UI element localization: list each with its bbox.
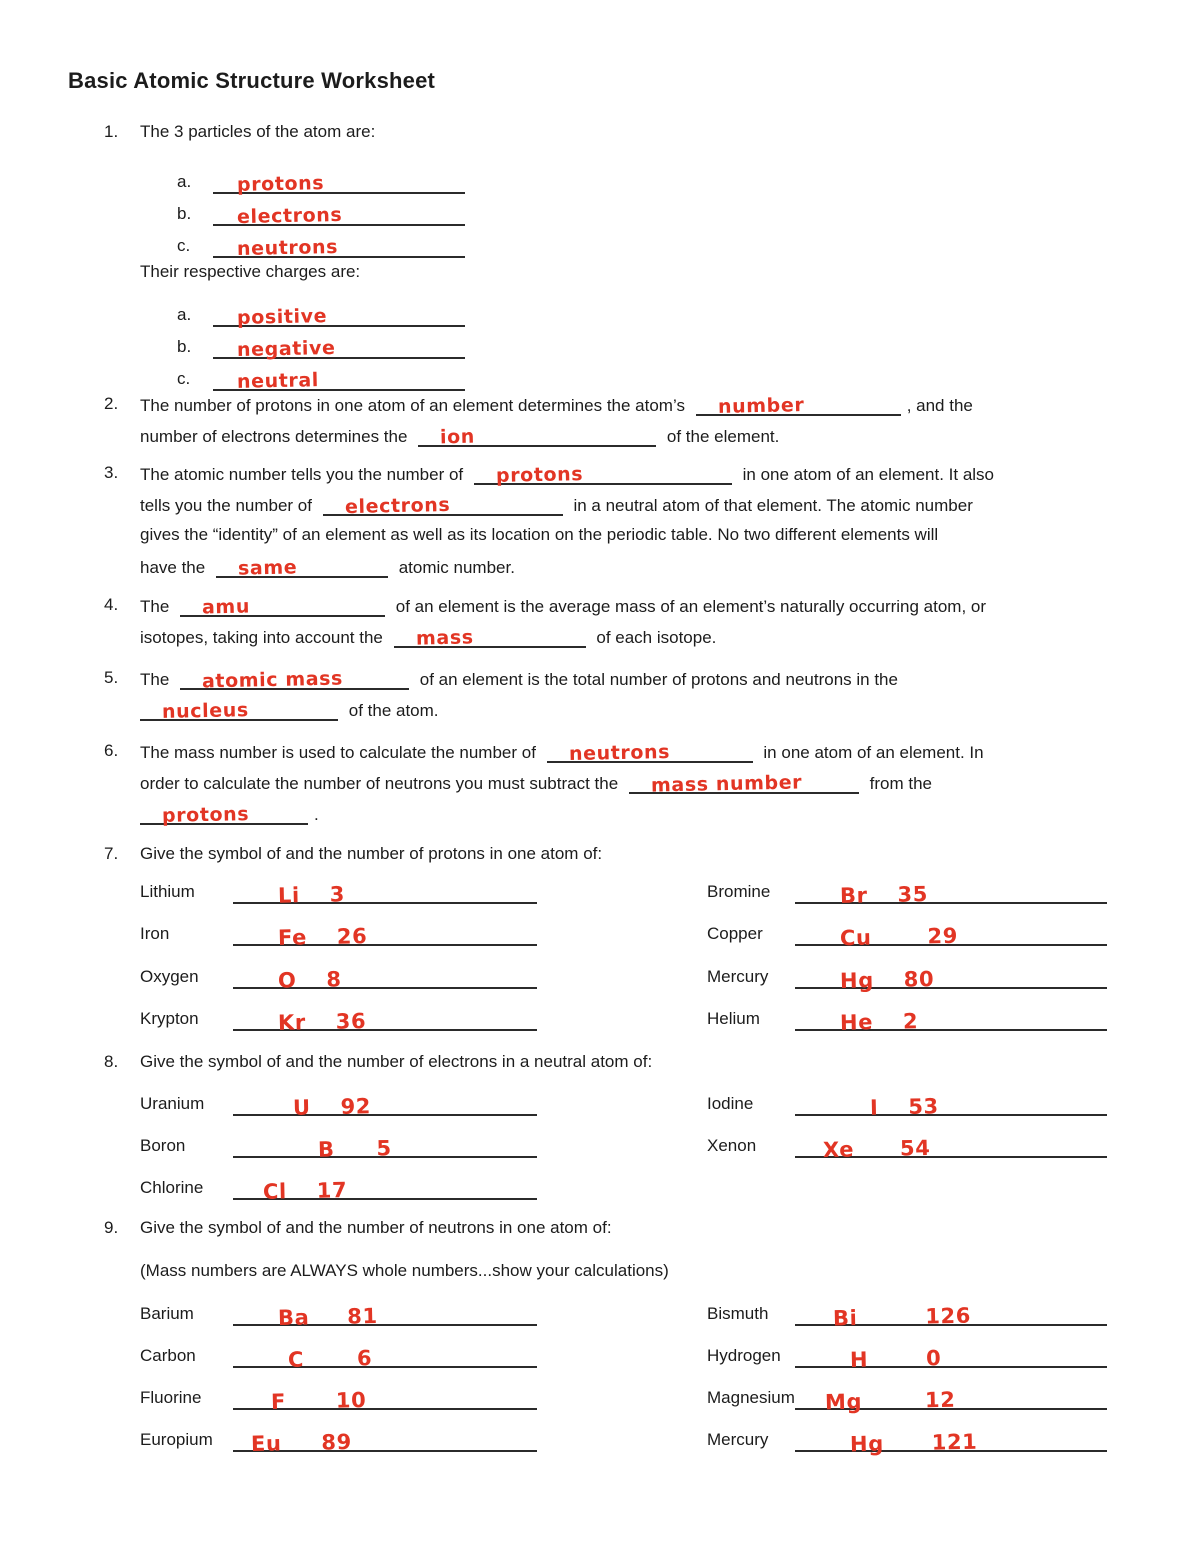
- answer-line: [394, 624, 586, 648]
- handwritten-answer: Cu 29: [839, 923, 959, 951]
- question-text: atomic number.: [398, 558, 515, 577]
- question-4-line-2: [140, 624, 716, 650]
- question-text: in a neutral atom of that element. The atomic number: [573, 496, 973, 515]
- question-text: of the element.: [666, 427, 780, 446]
- question-2-line-2: [140, 423, 779, 449]
- item-letter: c.: [177, 236, 191, 255]
- answer-line: [233, 1005, 537, 1035]
- question-5-line-2: [140, 697, 439, 723]
- answer-line: [233, 1132, 537, 1162]
- element-row-lithium: [140, 878, 537, 908]
- element-row-xenon: [707, 1132, 1107, 1163]
- element-label: Magnesium: [707, 1388, 795, 1407]
- answer-line: [795, 1005, 1107, 1035]
- element-label: Mercury: [707, 1430, 769, 1449]
- handwritten-answer: neutrons: [236, 235, 339, 261]
- handwritten-answer: I 53: [869, 1094, 939, 1120]
- answer-line: [233, 1174, 537, 1204]
- handwritten-answer: B 5: [317, 1136, 392, 1162]
- answer-line: [696, 392, 901, 416]
- answer-line: [213, 202, 465, 229]
- particle-item-b: [177, 202, 465, 229]
- element-label: Helium: [707, 1009, 760, 1028]
- question-3-line-2: [140, 492, 973, 518]
- element-row-barium: [140, 1300, 537, 1331]
- element-label: Carbon: [140, 1346, 196, 1365]
- handwritten-answer: same: [237, 556, 298, 580]
- answer-line: [233, 963, 537, 993]
- element-row-hydrogen: [707, 1342, 1107, 1372]
- answer-line: [140, 801, 308, 825]
- handwritten-answer: Mg 12: [824, 1387, 956, 1415]
- question-number: 8.: [104, 1052, 119, 1071]
- element-label: Lithium: [140, 882, 195, 901]
- handwritten-answer: electrons: [344, 493, 451, 519]
- question-6-line-3: [140, 801, 319, 827]
- handwritten-answer: Bi 126: [832, 1303, 972, 1331]
- element-row-mercury: [707, 963, 1107, 993]
- answer-line: [795, 878, 1107, 908]
- handwritten-answer: electrons: [236, 203, 343, 229]
- question-text: Give the symbol of and the number of neutrons in one atom of:: [140, 1218, 612, 1237]
- charge-item-a: [177, 303, 465, 327]
- element-label: Oxygen: [140, 967, 199, 986]
- question-text: Give the symbol of and the number of protons in one atom of:: [140, 844, 603, 863]
- question-text: in one atom of an element. It also: [742, 465, 995, 484]
- question-text: of the atom.: [348, 701, 439, 720]
- answer-line: [213, 367, 465, 391]
- handwritten-answer: F 10: [270, 1388, 367, 1414]
- handwritten-answer: Cl 17: [262, 1178, 348, 1204]
- handwritten-answer: protons: [236, 172, 325, 196]
- element-label: Iodine: [707, 1094, 754, 1113]
- element-row-krypton: [140, 1005, 537, 1035]
- element-row-uranium: [140, 1090, 537, 1120]
- answer-line: [795, 1090, 1107, 1120]
- question-5-line-1: [104, 666, 898, 693]
- answer-line: [795, 1342, 1107, 1372]
- element-row-fluorine: [140, 1384, 537, 1414]
- element-row-iodine: [707, 1090, 1107, 1120]
- question-number: 1.: [104, 122, 119, 141]
- element-label: Boron: [140, 1136, 186, 1155]
- question-text: The number of protons in one atom of an element determines the atom’s: [140, 396, 685, 415]
- answer-line: [233, 1300, 537, 1331]
- handwritten-answer: ion: [439, 425, 476, 449]
- handwritten-answer: protons: [161, 803, 250, 827]
- answer-line: [233, 1426, 537, 1457]
- answer-line: [233, 1090, 537, 1120]
- question-6-line-1: [104, 739, 984, 766]
- handwritten-answer: Hg 121: [849, 1429, 978, 1457]
- element-label: Xenon: [707, 1136, 757, 1155]
- element-label: Hydrogen: [707, 1346, 781, 1365]
- question-number: 5.: [104, 668, 119, 687]
- handwritten-answer: Br 35: [839, 882, 929, 908]
- question-number: 3.: [104, 463, 119, 482]
- question-3-line-4: [140, 554, 515, 580]
- question-text: in one atom of an element. In: [763, 743, 984, 762]
- answer-line: [233, 878, 537, 908]
- element-label: Copper: [707, 924, 763, 943]
- element-label: Chlorine: [140, 1178, 204, 1197]
- question-number: 9.: [104, 1218, 119, 1237]
- question-text: of an element is the total number of protons and neutrons in the: [419, 670, 898, 689]
- question-9: [104, 1216, 612, 1240]
- element-label: Fluorine: [140, 1388, 202, 1407]
- handwritten-answer: He 2: [839, 1009, 919, 1035]
- answer-line: [795, 920, 1107, 951]
- answer-line: [213, 303, 465, 327]
- charges-intro: Their respective charges are:: [140, 262, 361, 281]
- question-text: The mass number is used to calculate the number of: [140, 743, 536, 762]
- question-number: 2.: [104, 394, 119, 413]
- element-row-carbon: [140, 1342, 537, 1372]
- item-letter: c.: [177, 369, 191, 388]
- element-label: Barium: [140, 1304, 194, 1323]
- question-number: 6.: [104, 741, 119, 760]
- answer-line: [233, 1342, 537, 1372]
- question-text: have the: [140, 558, 206, 577]
- handwritten-answer: nucleus: [161, 699, 249, 723]
- element-row-magnesium: [707, 1384, 1107, 1415]
- question-2-line-1: [104, 392, 973, 418]
- question-text: .: [314, 805, 319, 824]
- item-letter: b.: [177, 337, 192, 356]
- question-9-note: (Mass numbers are ALWAYS whole numbers...show your calculations): [140, 1261, 669, 1280]
- question-text: The: [140, 670, 170, 689]
- question-3-line-3: gives the “identity” of an element as well as its location on the periodic table. No two different elements will: [140, 525, 939, 544]
- answer-line: [795, 1384, 1107, 1415]
- element-row-iron: [140, 920, 537, 950]
- question-text: The: [140, 597, 170, 616]
- particle-item-c: [177, 234, 465, 261]
- handwritten-answer: Kr 36: [277, 1009, 367, 1035]
- answer-line: [213, 234, 465, 261]
- question-text: order to calculate the number of neutrons you must subtract the: [140, 774, 619, 793]
- element-row-bromine: [707, 878, 1107, 908]
- answer-line: [795, 1132, 1107, 1163]
- element-label: Bromine: [707, 882, 771, 901]
- answer-line: [140, 697, 338, 721]
- question-7: [104, 842, 603, 866]
- item-letter: b.: [177, 204, 192, 223]
- handwritten-answer: negative: [236, 336, 336, 362]
- element-row-mercury-neutrons: [707, 1426, 1107, 1457]
- question-text: The atomic number tells you the number of: [140, 465, 464, 484]
- charge-item-c: [177, 367, 465, 391]
- answer-line: [180, 666, 409, 693]
- question-6-line-2: [140, 770, 932, 796]
- handwritten-answer: positive: [236, 305, 328, 329]
- element-row-copper: [707, 920, 1107, 951]
- question-text: , and the: [906, 396, 973, 415]
- answer-line: [233, 920, 537, 950]
- handwritten-answer: O 8: [277, 967, 342, 993]
- question-text: isotopes, taking into account the: [140, 628, 383, 647]
- item-letter: a.: [177, 172, 192, 191]
- element-row-helium: [707, 1005, 1107, 1035]
- question-text: of an element is the average mass of an element’s naturally occurring atom, or: [395, 597, 987, 616]
- element-label: Mercury: [707, 967, 769, 986]
- handwritten-answer: H 0: [849, 1346, 942, 1372]
- answer-line: [795, 963, 1107, 993]
- question-text: of each isotope.: [596, 628, 717, 647]
- answer-line: [180, 593, 385, 617]
- answer-line: [323, 492, 563, 519]
- handwritten-answer: neutral: [236, 369, 320, 393]
- answer-line: [795, 1426, 1107, 1457]
- question-text: from the: [869, 774, 932, 793]
- answer-line: [474, 461, 732, 485]
- element-row-chlorine: [140, 1174, 537, 1204]
- handwritten-answer: Fe 26: [277, 924, 368, 950]
- answer-line: [547, 739, 753, 766]
- handwritten-answer: Xe 54: [822, 1135, 931, 1163]
- handwritten-answer: neutrons: [568, 740, 670, 766]
- question-3-line-1: [104, 461, 995, 487]
- element-label: Bismuth: [707, 1304, 769, 1323]
- element-label: Iron: [140, 924, 170, 943]
- answer-line: [233, 1384, 537, 1414]
- answer-line: [213, 170, 465, 194]
- handwritten-answer: Li 3: [277, 882, 346, 908]
- handwritten-answer: atomic mass: [201, 667, 344, 693]
- answer-line: [213, 335, 465, 362]
- element-row-europium: [140, 1426, 537, 1457]
- handwritten-answer: protons: [495, 463, 584, 487]
- question-text: Give the symbol of and the number of electrons in a neutral atom of:: [140, 1052, 653, 1071]
- element-label: Krypton: [140, 1009, 199, 1028]
- handwritten-answer: mass number: [650, 771, 803, 797]
- handwritten-answer: Hg 80: [839, 967, 935, 993]
- handwritten-answer: Eu 89: [250, 1429, 353, 1457]
- particle-item-a: [177, 170, 465, 194]
- answer-line: [418, 423, 656, 447]
- element-row-boron: [140, 1132, 537, 1162]
- page-title: Basic Atomic Structure Worksheet: [68, 68, 436, 93]
- handwritten-answer: Ba 81: [277, 1303, 378, 1331]
- handwritten-answer: U 92: [292, 1094, 372, 1120]
- question-text: The 3 particles of the atom are:: [140, 122, 376, 141]
- element-row-bismuth: [707, 1300, 1107, 1331]
- question-1: [104, 120, 376, 144]
- question-number: 4.: [104, 595, 119, 614]
- question-text: number of electrons determines the: [140, 427, 408, 446]
- element-label: Europium: [140, 1430, 213, 1449]
- question-text: tells you the number of: [140, 496, 312, 515]
- question-8: [104, 1050, 653, 1074]
- answer-line: [216, 554, 388, 578]
- question-4-line-1: [104, 593, 987, 619]
- answer-line: [795, 1300, 1107, 1331]
- question-number: 7.: [104, 844, 119, 863]
- handwritten-answer: mass: [415, 626, 474, 650]
- handwritten-answer: number: [717, 394, 805, 418]
- charge-item-b: [177, 335, 465, 362]
- answer-line: [629, 770, 859, 797]
- element-label: Uranium: [140, 1094, 205, 1113]
- handwritten-answer: amu: [201, 595, 251, 619]
- element-row-oxygen: [140, 963, 537, 993]
- handwritten-answer: C 6: [287, 1346, 373, 1372]
- item-letter: a.: [177, 305, 192, 324]
